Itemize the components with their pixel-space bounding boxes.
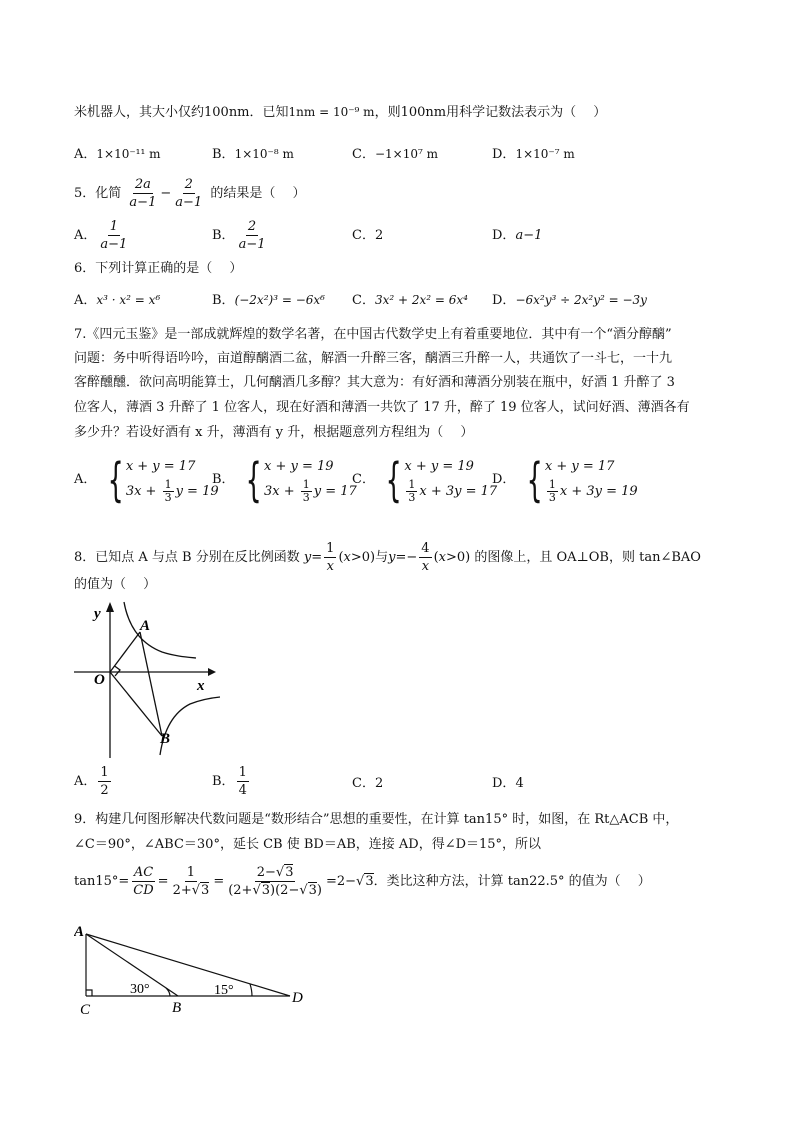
- q4-option-d: D．1×10⁻⁷ m: [492, 147, 575, 162]
- q4-known: 1nm = 10⁻⁹ m: [288, 105, 375, 119]
- q7-line-3: 客醉醺醺．欲问高明能算士，几何醨酒几多醇？其大意为：有好酒和薄酒分别装在瓶中，好酒 1 升醉了 3: [74, 375, 675, 390]
- q8-option-a: A． $\frac{1}{2}$: [74, 765, 109, 798]
- q8-mid: 与: [375, 550, 389, 565]
- q8-figure: [74, 600, 224, 760]
- q5-stem: 5．化简 $\frac{2a}{a-1}$ − $\frac{2}{a-1}$ 的结果是（ ）: [74, 177, 306, 210]
- q7-line-5: 多少升？若设好酒有 x 升，薄酒有 y 升，根据题意列方程组为（ ）: [74, 425, 474, 440]
- q5-number: 5．化简: [74, 186, 122, 201]
- q6-option-d: D．−6x²y³ ÷ 2x²y² = −3y: [492, 293, 647, 308]
- q5-option-a: A． $\frac{1}{a-1}$: [74, 219, 128, 252]
- q9-fig-label-d: D: [292, 990, 303, 1006]
- q4-stem-a: 米机器人，其大小仅约100nm．已知: [74, 105, 289, 120]
- q5-option-b: B． $\frac{2}{a-1}$: [212, 219, 266, 252]
- q5-option-d: D．a−1: [492, 228, 543, 243]
- q8-option-d: D．4: [492, 776, 524, 791]
- q7-option-d: D． { x + y = 17 $\frac{1}{3}$ x + 3y = 19: [492, 453, 638, 507]
- q7-option-b: B． { x + y = 19 3x + $\frac{1}{3}$ y = 17: [212, 453, 357, 507]
- q8-stem-b: 的图像上，且 OA⊥OB，则 tan∠BAO: [474, 550, 701, 565]
- q7-line-1: 7.《四元玉鉴》是一部成就辉煌的数学名著，在中国古代数学史上有着重要地位．其中有一个“酒分醇醨”: [74, 327, 672, 342]
- q9-line-2: ∠C＝90°，∠ABC＝30°，延长 CB 使 BD＝AB，连接 AD，得∠D＝15°，所以: [74, 837, 542, 852]
- q8-line-2: 的值为（ ）: [74, 577, 157, 592]
- q6-option-c: C．3x² + 2x² = 6x⁴: [352, 293, 468, 308]
- q8-stem: 8．已知点 A 与点 B 分别在反比例函数 y= $\frac{1}{x}$ (x>0)与y=− $\frac{4}{x}$ (x>0) 的图像上，且 OA⊥OB，则 tan∠BAO: [74, 541, 701, 574]
- q9-fig-label-a: A: [74, 924, 85, 940]
- q9-figure: [74, 920, 314, 1018]
- q8-fig-label-o: O: [94, 672, 105, 688]
- q8-fig-label-b: B: [160, 731, 171, 747]
- q6-stem: 6．下列计算正确的是（ ）: [74, 261, 243, 276]
- q8-stem-a: 8．已知点 A 与点 B 分别在反比例函数: [74, 550, 300, 565]
- q7-line-4: 位客人，薄酒 3 升醉了 1 位客人，现在好酒和薄酒一共饮了 17 升，醉了 19 位客人，试问好酒、薄酒各有: [74, 400, 690, 415]
- q8-option-b: B． $\frac{1}{4}$: [212, 765, 247, 798]
- q4-option-c: C．−1×10⁷ m: [352, 147, 438, 162]
- q9-fig-label-c: C: [80, 1002, 91, 1018]
- q8-fig-label-a: A: [140, 618, 151, 634]
- q8-fig-label-y: y: [94, 606, 101, 622]
- q7-line-2: 问题：务中听得语吟吟，亩道醇醨酒二盆，解酒一升醉三客，醨酒三升醉一人，共通饮了一斗七，一十九: [74, 351, 673, 366]
- q5-tail: 的结果是（ ）: [210, 186, 306, 201]
- q9-fig-angle-30: 30°: [130, 982, 150, 997]
- q8-option-c: C．2: [352, 776, 384, 791]
- q9-tail: ．类比这种方法，计算 tan22.5° 的值为（ ）: [373, 874, 651, 889]
- q4-option-b: B．1×10⁻⁸ m: [212, 147, 294, 162]
- q7-option-c: C． { x + y = 19 $\frac{1}{3}$ x + 3y = 17: [352, 453, 498, 507]
- q8-fig-label-x: x: [197, 678, 205, 694]
- q7-option-a: A． { x + y = 17 3x + $\frac{1}{3}$ y = 19: [74, 453, 219, 507]
- q6-option-b: B．(−2x²)³ = −6x⁶: [212, 293, 325, 308]
- q6-option-a: A．x³ · x² = x⁶: [74, 293, 161, 308]
- q5-option-c: C．2: [352, 228, 384, 243]
- q4-stem-b: ，则100nm用科学记数法表示为（ ）: [374, 105, 607, 120]
- q4-stem: [74, 102, 606, 123]
- q9-fig-label-b: B: [172, 1000, 182, 1016]
- q9-fig-angle-15: 15°: [214, 983, 234, 998]
- q9-formula-line: tan15°= $\frac{AC}{CD}$ = $\frac{1}{2+√3}$ = $\frac{2-√3}{(2+√3)(2-√3)}$ =2−√3．类比这种方法，计算 tan22.5° 的值为（ ）: [74, 865, 651, 898]
- q9-line-1: 9．构建几何图形解决代数问题是“数形结合”思想的重要性，在计算 tan15° 时，如图，在 Rt△ACB 中，: [74, 812, 679, 827]
- q4-option-a: A．1×10⁻¹¹ m: [74, 147, 161, 162]
